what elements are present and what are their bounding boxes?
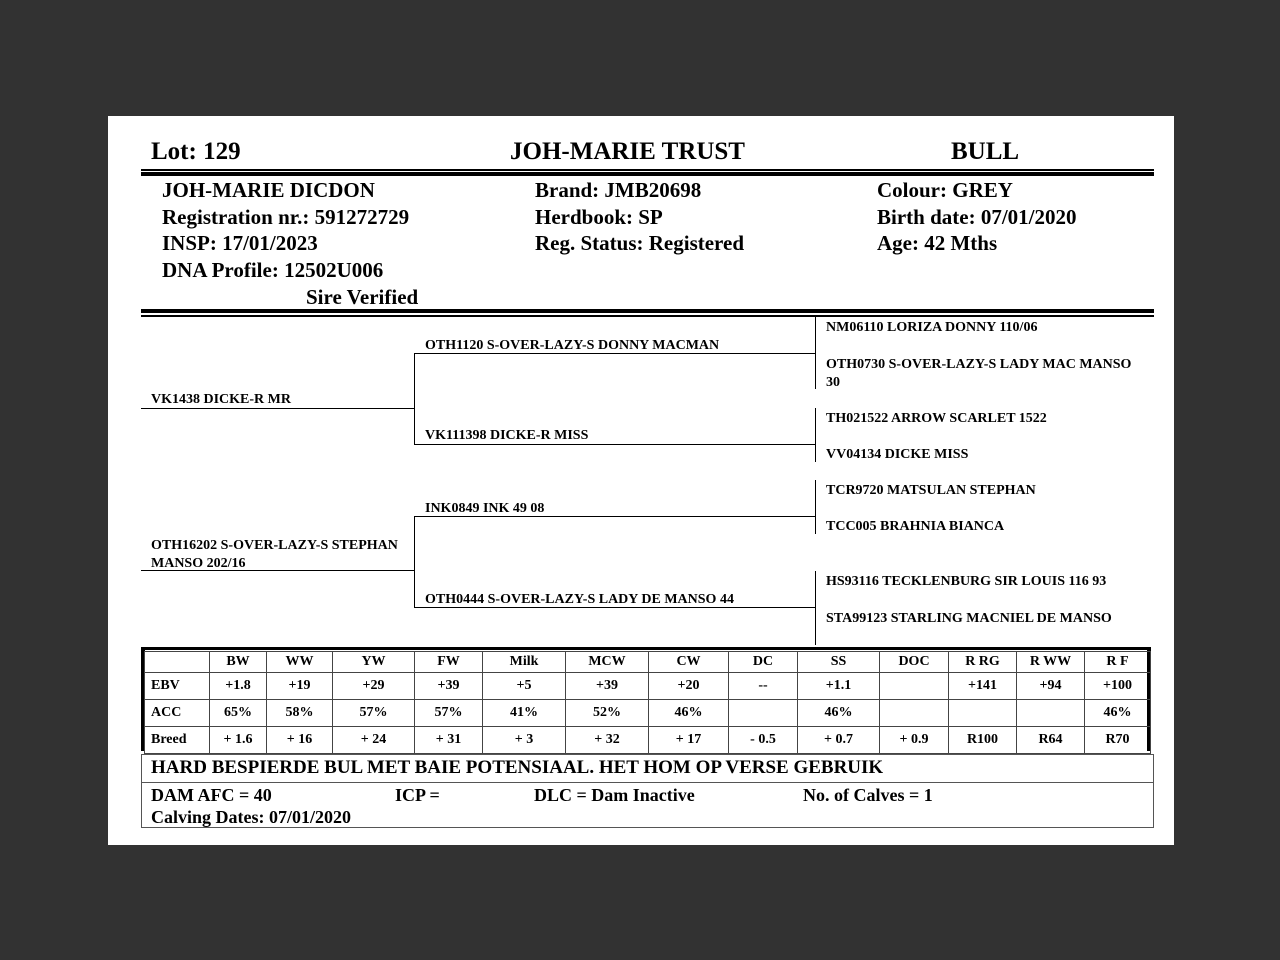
ebv-cell: +29	[333, 673, 415, 700]
ebv-cell: + 31	[415, 727, 483, 754]
ebv-cell: 41%	[483, 700, 566, 727]
ebv-cell: R70	[1085, 727, 1151, 754]
ebv-cell: 52%	[566, 700, 649, 727]
dam-afc: DAM AFC = 40	[151, 785, 272, 805]
ebv-cell: +100	[1085, 673, 1151, 700]
ebv-row-acc	[145, 700, 1151, 727]
ebv-header-cell: BW	[210, 652, 267, 673]
ebv-row-label: EBV	[145, 673, 210, 700]
dlc: DLC = Dam Inactive	[534, 785, 695, 805]
registration-number: Registration nr.: 591272729	[162, 205, 410, 229]
ebv-cell: +1.1	[798, 673, 880, 700]
pedigree-ggp-7: HS93116 TECKLENBURG SIR LOUIS 116 93	[826, 574, 1107, 589]
ebv-row-breed	[145, 727, 1151, 754]
header-rule-thick	[141, 172, 1154, 176]
age: Age: 42 Mths	[877, 231, 998, 255]
ebv-header-cell: R F	[1085, 652, 1151, 673]
comment-box	[141, 754, 1154, 783]
ebv-cell: +39	[566, 673, 649, 700]
sire-verified: Sire Verified	[306, 285, 419, 309]
ebv-header-cell: DC	[729, 652, 798, 673]
ebv-header-cell: FW	[415, 652, 483, 673]
ebv-cell: + 32	[566, 727, 649, 754]
pedigree-dam-sire: INK0849 INK 49 08	[425, 501, 545, 516]
inspection-date: INSP: 17/01/2023	[162, 231, 318, 255]
pedigree-sire-dam: VK111398 DICKE-R MISS	[425, 428, 589, 443]
pedigree-ggp-6: TCC005 BRAHNIA BIANCA	[826, 519, 1005, 534]
lot-number: Lot: 129	[151, 138, 241, 165]
herdbook: Herdbook: SP	[535, 205, 663, 229]
ebv-header-cell: YW	[333, 652, 415, 673]
ebv-cell: + 3	[483, 727, 566, 754]
ebv-cell: R100	[949, 727, 1017, 754]
ebv-cell: + 16	[267, 727, 333, 754]
ebv-cell: --	[729, 673, 798, 700]
ebv-cell: 58%	[267, 700, 333, 727]
ebv-row-label: Breed	[145, 727, 210, 754]
brand: Brand: JMB20698	[535, 178, 702, 202]
pedigree-ggp-2: OTH0730 S-OVER-LAZY-S LADY MAC MANSO 30	[826, 357, 1132, 390]
ebv-cell: 46%	[798, 700, 880, 727]
info-rule-thin	[141, 315, 1154, 317]
pedigree-dam: OTH16202 S-OVER-LAZY-S STEPHAN MANSO 202/16	[151, 538, 398, 571]
ebv-header-cell: MCW	[566, 652, 649, 673]
pedigree-ggp-1: NM06110 LORIZA DONNY 110/06	[826, 320, 1038, 335]
ebv-header-row	[145, 652, 1151, 673]
pedigree-dam-dam: OTH0444 S-OVER-LAZY-S LADY DE MANSO 44	[425, 592, 734, 607]
ebv-cell: + 1.6	[210, 727, 267, 754]
ebv-cell	[880, 700, 949, 727]
ebv-row-ebv	[145, 673, 1151, 700]
ebv-header-cell: WW	[267, 652, 333, 673]
ebv-header-cell: R WW	[1017, 652, 1085, 673]
calving-dates: Calving Dates: 07/01/2020	[151, 807, 351, 827]
ebv-header-cell: DOC	[880, 652, 949, 673]
dna-profile: DNA Profile: 12502U006	[162, 258, 384, 282]
pedigree-ggp-3: TH021522 ARROW SCARLET 1522	[826, 411, 1047, 426]
pedigree-ggp-4: VV04134 DICKE MISS	[826, 447, 969, 462]
ebv-header-cell: Milk	[483, 652, 566, 673]
ebv-header-cell: SS	[798, 652, 880, 673]
comment-text: HARD BESPIERDE BUL MET BAIE POTENSIAAL. HET HOM OP VERSE GEBRUIK	[151, 757, 884, 778]
ebv-cell: +39	[415, 673, 483, 700]
ebv-row-label: ACC	[145, 700, 210, 727]
breeder-name: JOH-MARIE TRUST	[510, 138, 745, 165]
animal-name: JOH-MARIE DICDON	[162, 178, 375, 202]
ebv-cell	[1017, 700, 1085, 727]
animal-sex: BULL	[951, 138, 1020, 165]
footer-box	[141, 782, 1154, 828]
ebv-cell: 65%	[210, 700, 267, 727]
ebv-header-cell: CW	[649, 652, 729, 673]
ebv-cell: +20	[649, 673, 729, 700]
ebv-header-cell: R RG	[949, 652, 1017, 673]
ebv-cell: R64	[1017, 727, 1085, 754]
ebv-cell	[729, 700, 798, 727]
pedigree-sire-sire: OTH1120 S-OVER-LAZY-S DONNY MACMAN	[425, 338, 720, 353]
calves-count: No. of Calves = 1	[803, 785, 933, 805]
ebv-cell: 57%	[415, 700, 483, 727]
ebv-cell: +5	[483, 673, 566, 700]
ebv-cell	[949, 700, 1017, 727]
ebv-cell: +19	[267, 673, 333, 700]
icp: ICP =	[395, 785, 440, 805]
header-rule-thin	[141, 169, 1154, 171]
ebv-cell: +1.8	[210, 673, 267, 700]
ebv-cell: + 0.7	[798, 727, 880, 754]
sale-catalogue-card	[108, 116, 1174, 845]
registration-status: Reg. Status: Registered	[535, 231, 744, 255]
pedigree-sire: VK1438 DICKE-R MR	[151, 392, 291, 407]
birth-date: Birth date: 07/01/2020	[877, 205, 1077, 229]
pedigree-ggp-5: TCR9720 MATSULAN STEPHAN	[826, 483, 1036, 498]
ebv-cell: - 0.5	[729, 727, 798, 754]
ebv-cell: 46%	[649, 700, 729, 727]
pedigree-ggp-8: STA99123 STARLING MACNIEL DE MANSO	[826, 611, 1112, 626]
ebv-cell: 46%	[1085, 700, 1151, 727]
ebv-cell: + 24	[333, 727, 415, 754]
ebv-cell: + 17	[649, 727, 729, 754]
colour: Colour: GREY	[877, 178, 1013, 202]
ebv-cell	[880, 673, 949, 700]
ebv-cell: +141	[949, 673, 1017, 700]
ebv-cell: 57%	[333, 700, 415, 727]
ebv-table	[144, 651, 1151, 754]
info-rule-thick	[141, 309, 1154, 313]
ebv-cell: + 0.9	[880, 727, 949, 754]
ebv-header-cell	[145, 652, 210, 673]
ebv-cell: +94	[1017, 673, 1085, 700]
